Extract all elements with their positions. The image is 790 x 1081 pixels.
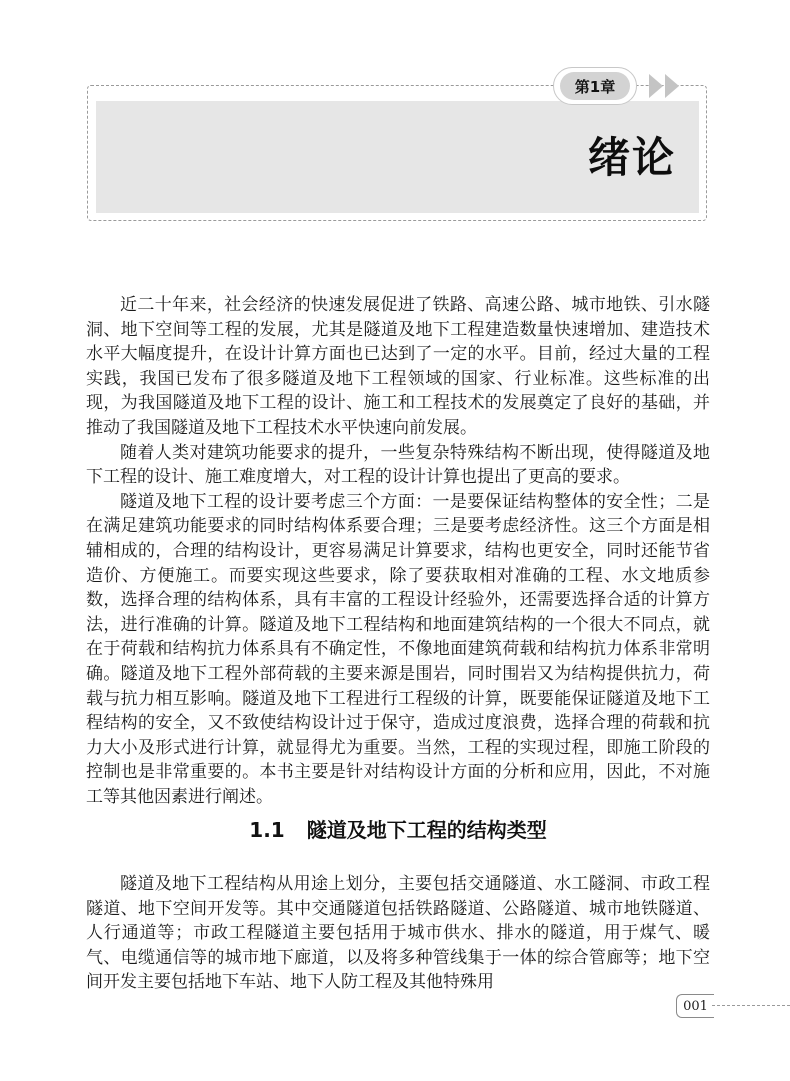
chapter-badge [553, 67, 637, 105]
paragraph: 隧道及地下工程结构从用途上划分，主要包括交通隧道、水工隧洞、市政工程隧道、地下空间开发等。其中交通隧道包括铁路隧道、公路隧道、城市地铁隧道、人行通道等；市政工程隧道主要包括用于城市供水、排水的隧道，用于煤气、暖气、电缆通信等的城市地下廊道，以及将多种管线集于一体的综合管廊等；地下空间开发主要包括地下车站、地下人防工程及其他特殊用 [86, 874, 710, 993]
chapter-title: 绪论 [587, 133, 676, 182]
page-number: 001 [676, 994, 714, 1018]
section-number: 1.1 [249, 818, 285, 842]
section-body-text [86, 872, 710, 995]
section-heading [86, 815, 710, 845]
section-title: 隧道及地下工程的结构类型 [306, 818, 547, 842]
page-number-divider [712, 1005, 790, 1006]
paragraph: 隧道及地下工程的设计要考虑三个方面：一是要保证结构整体的安全性；二是在满足建筑功能要求的同时结构体系要合理；三是要考虑经济性。这三个方面是相辅相成的，合理的结构设计，更容易满足计算要求，结构也更安全，同时还能节省造价、方便施工。而要实现这些要求，除了要获取相对准确的工程、水文地质参数，选择合理的结构体系，具有丰富的工程设计经验外，还需要选择合适的计算方法，进行准确的计算。隧道及地下工程结构和地面建筑结构的一个很大不同点，就在于荷载和结构抗力体系具有不确定性，不像地面建筑荷载和结构抗力体系非常明确。隧道及地下工程外部荷载的主要来源是围岩，同时围岩又为结构提供抗力，荷载与抗力相互影响。隧道及地下工程进行工程级的计算，既要能保证隧道及地下工程结构的安全，又不致使结构设计过于保守，造成过度浪费，选择合理的荷载和抗力大小及形式进行计算，就显得尤为重要。当然，工程的实现过程，即施工阶段的控制也是非常重要的。本书主要是针对结构设计方面的分析和应用，因此，不对施工等其他因素进行阐述。 [86, 491, 710, 807]
paragraph: 近二十年来，社会经济的快速发展促进了铁路、高速公路、城市地铁、引水隧洞、地下空间等工程的发展，尤其是隧道及地下工程建造数量快速增加、建造技术水平大幅度提升，在设计计算方面也已达到了一定的水平。目前，经过大量的工程实践，我国已发布了很多隧道及地下工程领域的国家、行业标准。这些标准的出现，为我国隧道及地下工程的设计、施工和工程技术的发展奠定了良好的基础，并推动了我国隧道及地下工程技术水平快速向前发展。 [86, 295, 710, 438]
chapter-label: 第1章 [560, 72, 630, 100]
chapter-intro-text [86, 293, 710, 809]
chevron-right-icon [648, 72, 664, 100]
paragraph: 随着人类对建筑功能要求的提升，一些复杂特殊结构不断出现，使得隧道及地下工程的设计、施工难度增大，对工程的设计计算也提出了更高的要求。 [86, 442, 710, 488]
chevron-right-icon [664, 72, 680, 100]
